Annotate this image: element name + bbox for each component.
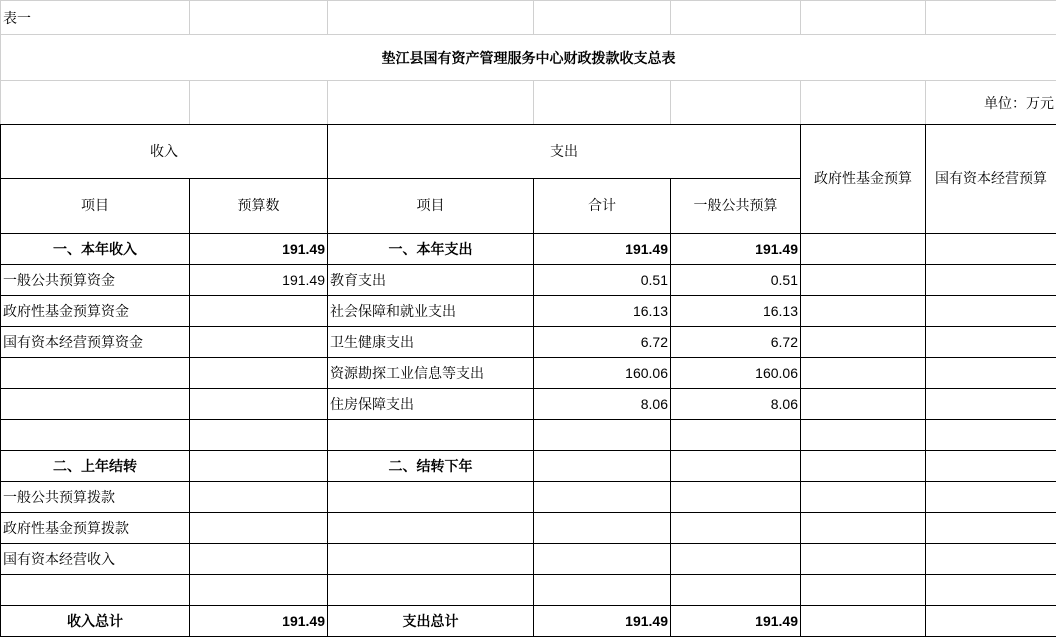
- table-row: [1, 358, 1056, 389]
- state-capital-cell[interactable]: [926, 265, 1056, 296]
- income-item-cell[interactable]: [1, 575, 190, 606]
- state-capital-cell[interactable]: [926, 358, 1056, 389]
- total-cell[interactable]: 0.51: [534, 265, 671, 296]
- income-item-cell[interactable]: [1, 358, 190, 389]
- expenditure-item-cell[interactable]: 资源勘探工业信息等支出: [328, 358, 534, 389]
- total-cell[interactable]: 6.72: [534, 327, 671, 358]
- sheet-cell[interactable]: [671, 1, 801, 35]
- page-title[interactable]: 垫江县国有资产管理服务中心财政拨款收支总表: [1, 35, 1056, 81]
- sheet-cell[interactable]: [328, 1, 534, 35]
- budget-amount-header[interactable]: 预算数: [190, 179, 328, 234]
- table-row: [1, 296, 1056, 327]
- gov-fund-cell[interactable]: [801, 358, 926, 389]
- income-amount-cell[interactable]: [190, 513, 328, 544]
- income-item-cell[interactable]: 政府性基金预算拨款: [1, 513, 190, 544]
- income-amount-cell[interactable]: [190, 420, 328, 451]
- income-total-label[interactable]: 收入总计: [1, 606, 190, 637]
- total-cell[interactable]: [534, 420, 671, 451]
- total-cell[interactable]: 16.13: [534, 296, 671, 327]
- income-amount-cell[interactable]: 191.49: [190, 265, 328, 296]
- income-total-amount[interactable]: 191.49: [190, 606, 328, 637]
- general-budget-cell[interactable]: 16.13: [671, 296, 801, 327]
- income-item-cell[interactable]: 政府性基金预算资金: [1, 296, 190, 327]
- sheet-cell[interactable]: [1, 81, 190, 125]
- general-budget-cell[interactable]: 160.06: [671, 358, 801, 389]
- sheet-row-unit: [1, 81, 1056, 125]
- sheet-cell[interactable]: [801, 1, 926, 35]
- sheet-cell[interactable]: [801, 81, 926, 125]
- income-amount-cell[interactable]: [190, 327, 328, 358]
- income-header[interactable]: 收入: [1, 125, 328, 179]
- gov-fund-cell[interactable]: [801, 234, 926, 265]
- income-amount-cell[interactable]: [190, 544, 328, 575]
- state-capital-cell[interactable]: [926, 327, 1056, 358]
- income-item-cell[interactable]: 一般公共预算拨款: [1, 482, 190, 513]
- table-row: [1, 389, 1056, 420]
- table-row-totals: [1, 606, 1056, 637]
- gov-fund-total-cell[interactable]: [801, 606, 926, 637]
- expenditure-item-cell[interactable]: [328, 575, 534, 606]
- state-capital-cell[interactable]: [926, 544, 1056, 575]
- total-header[interactable]: 合计: [534, 179, 671, 234]
- gov-fund-budget-header[interactable]: 政府性基金预算: [801, 125, 926, 234]
- income-item-header[interactable]: 项目: [1, 179, 190, 234]
- sheet-cell[interactable]: [926, 1, 1056, 35]
- total-cell[interactable]: [534, 482, 671, 513]
- general-budget-cell[interactable]: 8.06: [671, 389, 801, 420]
- table-row: [1, 420, 1056, 451]
- table-row: [1, 544, 1056, 575]
- table-row: [1, 327, 1056, 358]
- income-amount-cell[interactable]: [190, 451, 328, 482]
- expenditure-item-cell[interactable]: 二、结转下年: [328, 451, 534, 482]
- income-item-cell[interactable]: 国有资本经营收入: [1, 544, 190, 575]
- expenditure-item-cell[interactable]: 卫生健康支出: [328, 327, 534, 358]
- sheet-cell[interactable]: [534, 1, 671, 35]
- general-budget-cell[interactable]: [671, 482, 801, 513]
- income-amount-cell[interactable]: 191.49: [190, 234, 328, 265]
- income-amount-cell[interactable]: [190, 296, 328, 327]
- state-capital-cell[interactable]: [926, 451, 1056, 482]
- expenditure-total-amount[interactable]: 191.49: [534, 606, 671, 637]
- table-tag[interactable]: 表一: [1, 1, 190, 35]
- general-budget-cell[interactable]: 6.72: [671, 327, 801, 358]
- income-amount-cell[interactable]: [190, 482, 328, 513]
- general-budget-total-amount[interactable]: 191.49: [671, 606, 801, 637]
- general-budget-cell[interactable]: [671, 513, 801, 544]
- total-cell[interactable]: [534, 575, 671, 606]
- gov-fund-cell[interactable]: [801, 575, 926, 606]
- gov-fund-cell[interactable]: [801, 482, 926, 513]
- gov-fund-cell[interactable]: [801, 296, 926, 327]
- gov-fund-cell[interactable]: [801, 420, 926, 451]
- general-budget-cell[interactable]: [671, 420, 801, 451]
- header-row-sections: [1, 125, 1056, 179]
- sheet-cell[interactable]: [328, 81, 534, 125]
- gov-fund-cell[interactable]: [801, 513, 926, 544]
- income-amount-cell[interactable]: [190, 358, 328, 389]
- total-cell[interactable]: [534, 451, 671, 482]
- income-amount-cell[interactable]: [190, 389, 328, 420]
- expenditure-item-cell[interactable]: [328, 482, 534, 513]
- state-capital-cell[interactable]: [926, 234, 1056, 265]
- gov-fund-cell[interactable]: [801, 265, 926, 296]
- sheet-row-tag: [1, 1, 1056, 35]
- table-row: [1, 513, 1056, 544]
- state-capital-cell[interactable]: [926, 575, 1056, 606]
- general-budget-cell[interactable]: [671, 451, 801, 482]
- table-row: [1, 575, 1056, 606]
- income-item-cell[interactable]: 国有资本经营预算资金: [1, 327, 190, 358]
- gov-fund-cell[interactable]: [801, 544, 926, 575]
- unit-label[interactable]: 单位：万元: [926, 81, 1056, 125]
- table-row: [1, 265, 1056, 296]
- general-budget-cell[interactable]: 0.51: [671, 265, 801, 296]
- income-item-cell[interactable]: [1, 420, 190, 451]
- income-item-cell[interactable]: 一、本年收入: [1, 234, 190, 265]
- expenditure-item-cell[interactable]: [328, 513, 534, 544]
- total-cell[interactable]: [534, 544, 671, 575]
- sheet-cell[interactable]: [534, 81, 671, 125]
- income-item-cell[interactable]: 二、上年结转: [1, 451, 190, 482]
- total-cell[interactable]: [534, 513, 671, 544]
- table-row: [1, 451, 1056, 482]
- total-cell[interactable]: 191.49: [534, 234, 671, 265]
- expenditure-item-cell[interactable]: [328, 544, 534, 575]
- expenditure-item-cell[interactable]: 教育支出: [328, 265, 534, 296]
- income-amount-cell[interactable]: [190, 575, 328, 606]
- sheet-row-title: [1, 35, 1056, 81]
- total-cell[interactable]: 160.06: [534, 358, 671, 389]
- state-capital-total-cell[interactable]: [926, 606, 1056, 637]
- expenditure-item-cell[interactable]: [328, 420, 534, 451]
- gov-fund-cell[interactable]: [801, 327, 926, 358]
- income-item-cell[interactable]: 一般公共预算资金: [1, 265, 190, 296]
- table-row: [1, 482, 1056, 513]
- expenditure-header[interactable]: 支出: [328, 125, 801, 179]
- sheet-cell[interactable]: [190, 1, 328, 35]
- gov-fund-cell[interactable]: [801, 389, 926, 420]
- state-capital-cell[interactable]: [926, 420, 1056, 451]
- table-row: [1, 234, 1056, 265]
- expenditure-item-header[interactable]: 项目: [328, 179, 534, 234]
- sheet-cell[interactable]: [190, 81, 328, 125]
- general-budget-cell[interactable]: [671, 575, 801, 606]
- gov-fund-cell[interactable]: [801, 451, 926, 482]
- state-capital-cell[interactable]: [926, 296, 1056, 327]
- sheet-cell[interactable]: [671, 81, 801, 125]
- state-capital-cell[interactable]: [926, 389, 1056, 420]
- expenditure-item-cell[interactable]: 社会保障和就业支出: [328, 296, 534, 327]
- expenditure-item-cell[interactable]: 一、本年支出: [328, 234, 534, 265]
- expenditure-item-cell[interactable]: 住房保障支出: [328, 389, 534, 420]
- total-cell[interactable]: 8.06: [534, 389, 671, 420]
- general-public-budget-header[interactable]: 一般公共预算: [671, 179, 801, 234]
- income-item-cell[interactable]: [1, 389, 190, 420]
- general-budget-cell[interactable]: [671, 544, 801, 575]
- state-capital-cell[interactable]: [926, 513, 1056, 544]
- state-capital-cell[interactable]: [926, 482, 1056, 513]
- state-capital-budget-header[interactable]: 国有资本经营预算: [926, 125, 1056, 234]
- general-budget-cell[interactable]: 191.49: [671, 234, 801, 265]
- expenditure-total-label[interactable]: 支出总计: [328, 606, 534, 637]
